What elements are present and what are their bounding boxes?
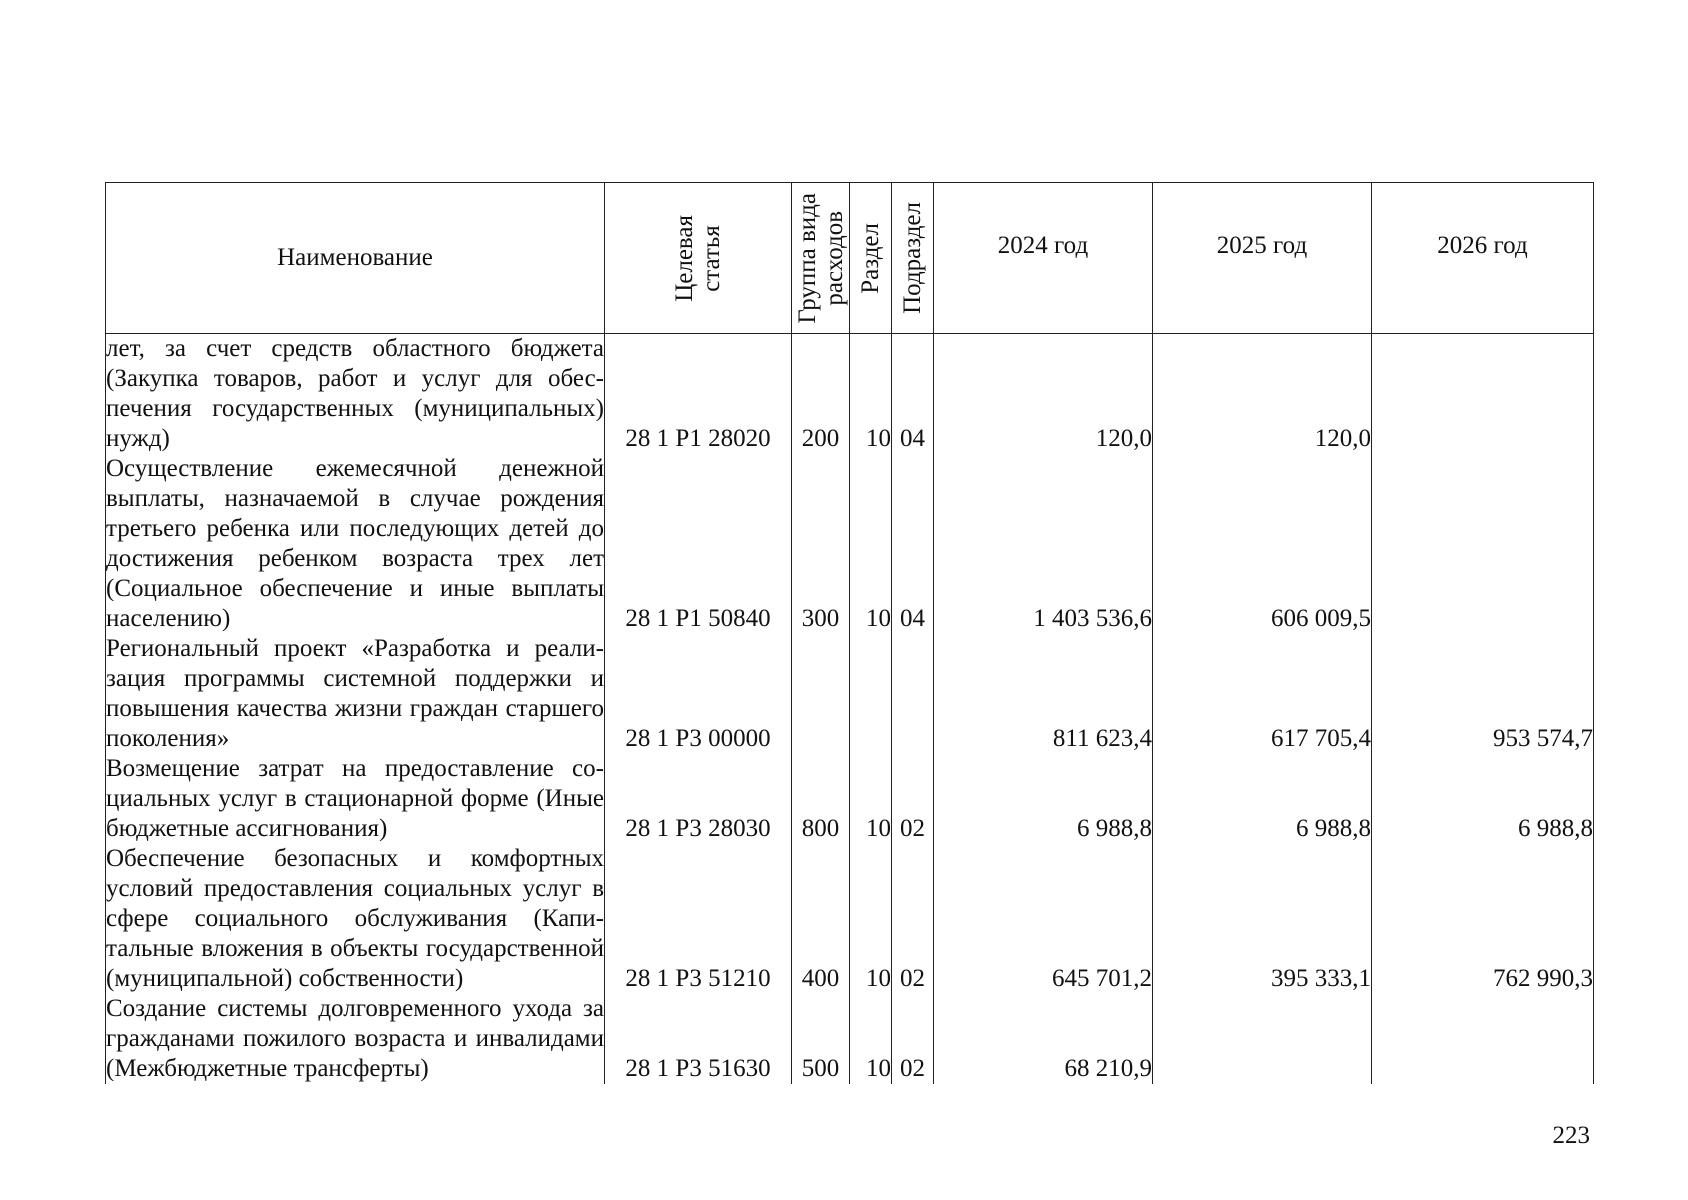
- header-subsection: [892, 183, 934, 334]
- row-expense-group: [792, 634, 850, 754]
- row-amount-2025: 6 988,8: [1153, 754, 1372, 844]
- row-expense-group: 400: [792, 844, 850, 994]
- row-amount-2025: 120,0: [1153, 334, 1372, 455]
- row-name: Осуществление ежемесячной денежной выплаты, назначаемой в случае рождения третьего ребенка или последующих детей до достижения ребенком возраста трех лет (Социальное обеспечение и иные выплаты населению): [106, 455, 604, 632]
- row-target-article: 28 1 Р1 28020: [605, 334, 792, 455]
- row-subsection: [892, 634, 934, 754]
- row-target-article: 28 1 Р3 28030: [605, 754, 792, 844]
- header-section-label: Раздел: [857, 222, 884, 294]
- row-amount-2025: [1153, 994, 1372, 1084]
- row-target-article: 28 1 Р3 51630: [605, 994, 792, 1084]
- row-amount-2025: 617 705,4: [1153, 634, 1372, 754]
- header-section: [850, 183, 892, 334]
- row-section: 10: [850, 844, 892, 994]
- row-amount-2026: 762 990,3: [1372, 844, 1594, 994]
- row-amount-2026: 953 574,7: [1372, 634, 1594, 754]
- header-target-article-label: Целевая статья: [671, 214, 725, 302]
- table-row: [106, 454, 1594, 634]
- header-year-2024: [934, 183, 1153, 334]
- table-body: [106, 334, 1594, 1085]
- row-expense-group: 500: [792, 994, 850, 1084]
- row-section: [850, 634, 892, 754]
- header-year-2024-label: 2024 год: [997, 232, 1089, 259]
- row-target-article: 28 1 Р1 50840: [605, 454, 792, 634]
- page-number: 223: [1552, 1122, 1590, 1149]
- header-name: Наименование: [106, 183, 605, 334]
- row-section: 10: [850, 454, 892, 634]
- table-row: [106, 994, 1594, 1084]
- row-amount-2024: 811 623,4: [934, 634, 1153, 754]
- table-row: [106, 754, 1594, 844]
- row-subsection: 04: [892, 454, 934, 634]
- row-expense-group: 200: [792, 334, 850, 455]
- table-header: [106, 183, 1594, 334]
- table-row: [106, 334, 1594, 455]
- row-amount-2026: 6 988,8: [1372, 754, 1594, 844]
- row-amount-2026: [1372, 334, 1594, 455]
- row-section: 10: [850, 754, 892, 844]
- header-expense-group: [792, 183, 850, 334]
- row-amount-2024: 1 403 536,6: [934, 454, 1153, 634]
- row-amount-2024: 120,0: [934, 334, 1153, 455]
- header-subsection-label: Подраздел: [899, 202, 926, 314]
- row-expense-group: 300: [792, 454, 850, 634]
- table-row: [106, 634, 1594, 754]
- row-name: Региональный проект «Разработка и реализация программы системной поддержки и повышения качества жизни граждан старшего поколения»: [106, 635, 604, 752]
- row-section: 10: [850, 334, 892, 455]
- header-year-2025: [1153, 183, 1372, 334]
- row-name: лет, за счет средств областного бюджета (Закупка товаров, работ и услуг для обеспечения государственных (муниципальных) нужд): [106, 335, 604, 452]
- header-expense-group-label: Группа вида расходов: [793, 192, 848, 324]
- header-year-2025-label: 2025 год: [1216, 232, 1308, 259]
- row-amount-2024: 6 988,8: [934, 754, 1153, 844]
- row-amount-2024: 645 701,2: [934, 844, 1153, 994]
- row-target-article: 28 1 Р3 51210: [605, 844, 792, 994]
- row-amount-2026: [1372, 454, 1594, 634]
- header-year-2026-label: 2026 год: [1437, 232, 1528, 259]
- row-amount-2025: 606 009,5: [1153, 454, 1372, 634]
- row-section: 10: [850, 994, 892, 1084]
- row-amount-2025: 395 333,1: [1153, 844, 1372, 994]
- row-expense-group: 800: [792, 754, 850, 844]
- header-year-2026: [1372, 183, 1594, 334]
- row-subsection: 04: [892, 334, 934, 455]
- row-subsection: 02: [892, 994, 934, 1084]
- row-amount-2026: [1372, 994, 1594, 1084]
- row-name: Возмещение затрат на предоставление социальных услуг в стационарной форме (Иные бюджетные ассигнования): [106, 755, 604, 842]
- row-target-article: 28 1 Р3 00000: [605, 634, 792, 754]
- table-row: [106, 844, 1594, 994]
- row-subsection: 02: [892, 844, 934, 994]
- budget-table: [105, 182, 1594, 1084]
- row-subsection: 02: [892, 754, 934, 844]
- row-name: Создание системы долговременного ухода за гражданами пожилого возраста и инвалидами (Межбюджетные трансферты): [106, 995, 604, 1082]
- header-target-article: [605, 183, 792, 334]
- row-amount-2024: 68 210,9: [934, 994, 1153, 1084]
- row-name: Обеспечение безопасных и комфортных условий предоставления социальных услуг в сфере социального обслуживания (Капитальные вложения в объекты государственной (муниципальной) собственности): [106, 845, 604, 992]
